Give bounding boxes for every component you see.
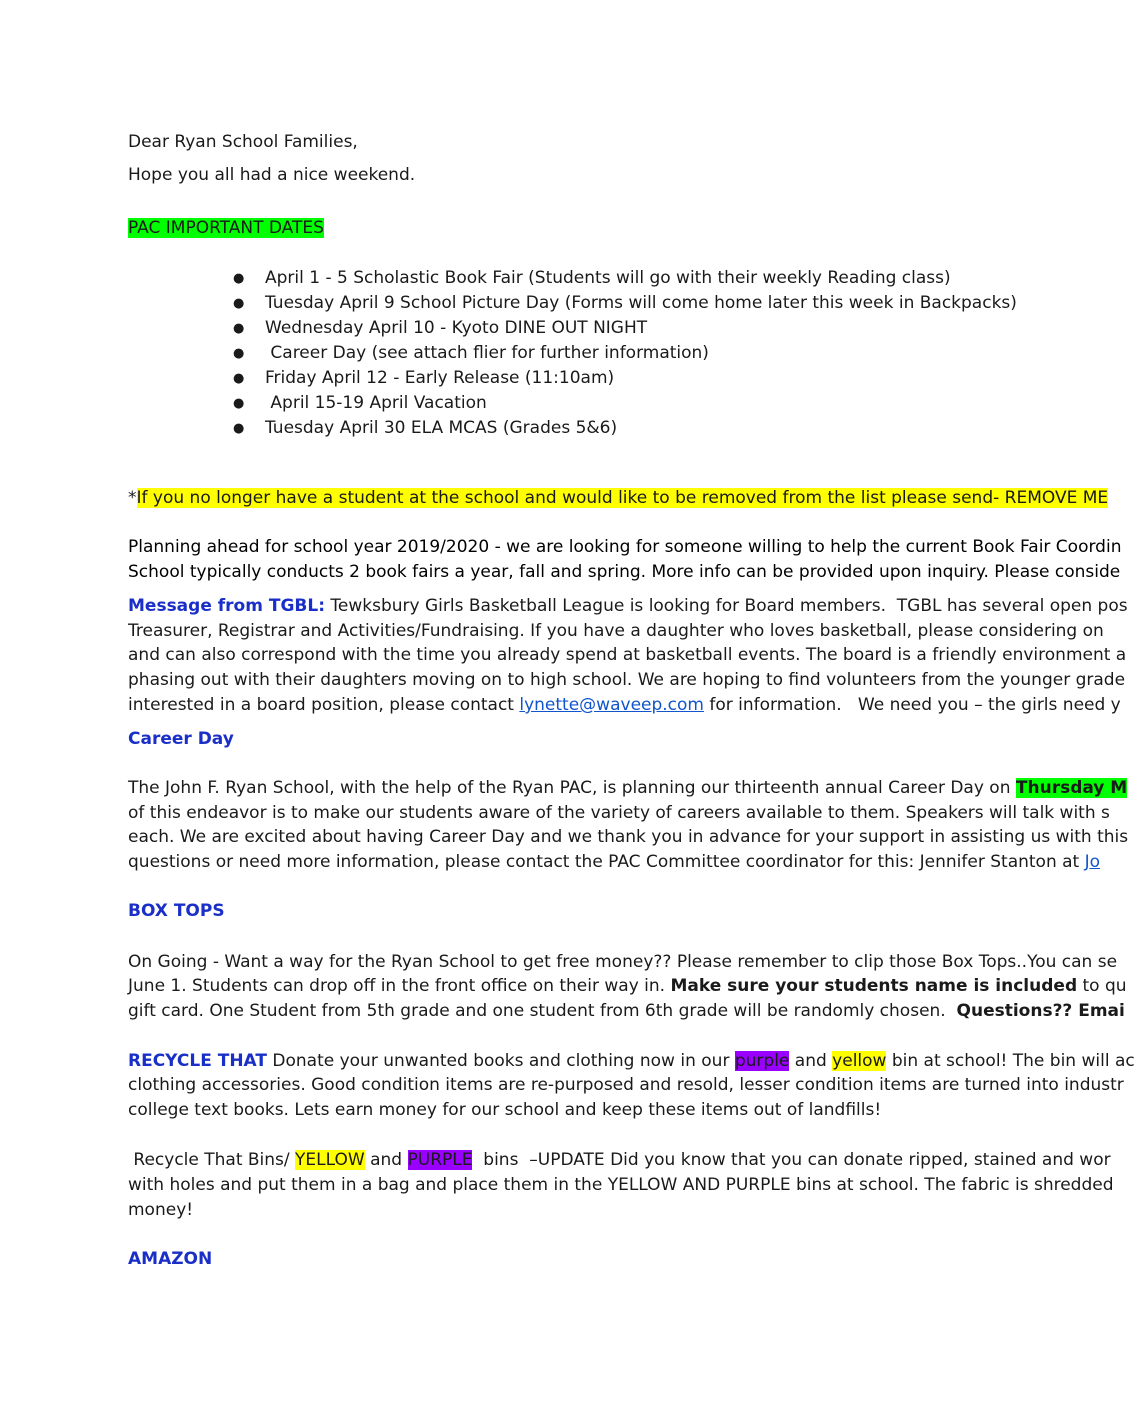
purple-highlight: PURPLE [407,1150,473,1170]
greeting: Dear Ryan School Families, [128,132,358,152]
bullet-icon: ● [233,296,245,311]
list-item: ● April 1 - 5 Scholastic Book Fair (Students will go with their weekly Reading class) [228,266,1017,291]
yellow-highlight: yellow [832,1051,887,1071]
recycle-heading: RECYCLE THAT [128,1051,267,1071]
tgbl-label: Message from TGBL: [128,596,326,616]
career-date-highlight: Thursday M [1015,778,1128,798]
newsletter-page [128,0,1135,1408]
career-day-heading: Career Day [128,729,234,749]
planning-line-1: Planning ahead for school year 2019/2020 - we are looking for someone willing to help the current Book Fair Coordin [128,537,1122,557]
tgbl-line-5: interested in a board position, please contact lynette@waveep.com for information. We need you – the girls need y [128,695,1121,715]
intro-text: Hope you all had a nice weekend. [128,165,416,185]
list-item: ● Tuesday April 30 ELA MCAS (Grades 5&6) [228,416,1017,441]
important-dates-list [228,266,1017,441]
recycle-line-1: RECYCLE THAT Donate your unwanted books and clothing now in our purple and yellow bin at school! The bin will ac [128,1051,1135,1071]
list-item: ● Tuesday April 9 School Picture Day (Forms will come home later this week in Backpacks) [228,291,1017,316]
bullet-icon: ● [233,321,245,336]
career-line-1: The John F. Ryan School, with the help of the Ryan PAC, is planning our thirteenth annual Career Day on Thursday M [128,778,1128,798]
remove-notice: *If you no longer have a student at the school and would like to be removed from the list please send- REMOVE ME [128,488,1109,508]
recycle-line-2: clothing accessories. Good condition items are re-purposed and resold, lesser condition items are turned into industr [128,1075,1124,1095]
career-line-3: each. We are excited about having Career Day and we thank you in advance for your support in assisting us with this [128,827,1129,847]
list-item: ● Friday April 12 - Early Release (11:10am) [228,366,1017,391]
purple-highlight: purple [734,1051,790,1071]
recycle-line-3: college text books. Lets earn money for our school and keep these items out of landfills! [128,1100,882,1120]
yellow-highlight: YELLOW [295,1150,365,1170]
bullet-icon: ● [233,421,245,436]
tgbl-email-link[interactable]: lynette@waveep.com [519,695,704,715]
boxtops-line-3: gift card. One Student from 5th grade and one student from 6th grade will be randomly chosen. Questions?? Emai [128,1001,1125,1021]
career-line-2: of this endeavor is to make our students aware of the variety of careers available to them. Speakers will talk with s [128,803,1110,823]
remove-notice-text: If you no longer have a student at the school and would like to be removed from the list please send- REMOVE ME [136,488,1109,508]
tgbl-line-4: phasing out with their daughters moving on to high school. We are hoping to find volunteers from the younger grade [128,670,1126,690]
career-contact-link[interactable]: Jo [1084,852,1101,872]
tgbl-line-3: and can also correspond with the time you already spend at basketball events. The board is a friendly environment a [128,645,1127,665]
amazon-heading: AMAZON [128,1249,213,1269]
boxtops-line-1: On Going - Want a way for the Ryan School to get free money?? Please remember to clip those Box Tops..You can se [128,952,1118,972]
pac-heading-label: PAC IMPORTANT DATES [128,218,324,238]
list-item: ● Career Day (see attach flier for further information) [228,341,1017,366]
bullet-icon: ● [233,271,245,286]
tgbl-line-1: Message from TGBL: Tewksbury Girls Basketball League is looking for Board members. TGBL has several open pos [128,596,1128,616]
planning-line-2: School typically conducts 2 book fairs a year, fall and spring. More info can be provided upon inquiry. Please conside [128,562,1121,582]
box-tops-heading: BOX TOPS [128,901,225,921]
recycle-update-line-3: money! [128,1200,194,1220]
list-item: ● Wednesday April 10 - Kyoto DINE OUT NIGHT [228,316,1017,341]
boxtops-line-2: June 1. Students can drop off in the front office on their way in. Make sure your students name is included to qu [128,976,1127,996]
tgbl-line-2: Treasurer, Registrar and Activities/Fundraising. If you have a daughter who loves basketball, please considering on [128,621,1104,641]
recycle-update-line-1: Recycle That Bins/ YELLOW and PURPLE bins –UPDATE Did you know that you can donate ripped, stained and wor [128,1150,1111,1170]
recycle-update-line-2: with holes and put them in a bag and place them in the YELLOW AND PURPLE bins at school. The fabric is shredded [128,1175,1114,1195]
bullet-icon: ● [233,396,245,411]
pac-heading [128,216,324,240]
list-item: ● April 15-19 April Vacation [228,391,1017,416]
bullet-icon: ● [233,371,245,386]
career-line-4: questions or need more information, please contact the PAC Committee coordinator for this: Jennifer Stanton at Jo [128,852,1101,872]
bullet-icon: ● [233,346,245,361]
